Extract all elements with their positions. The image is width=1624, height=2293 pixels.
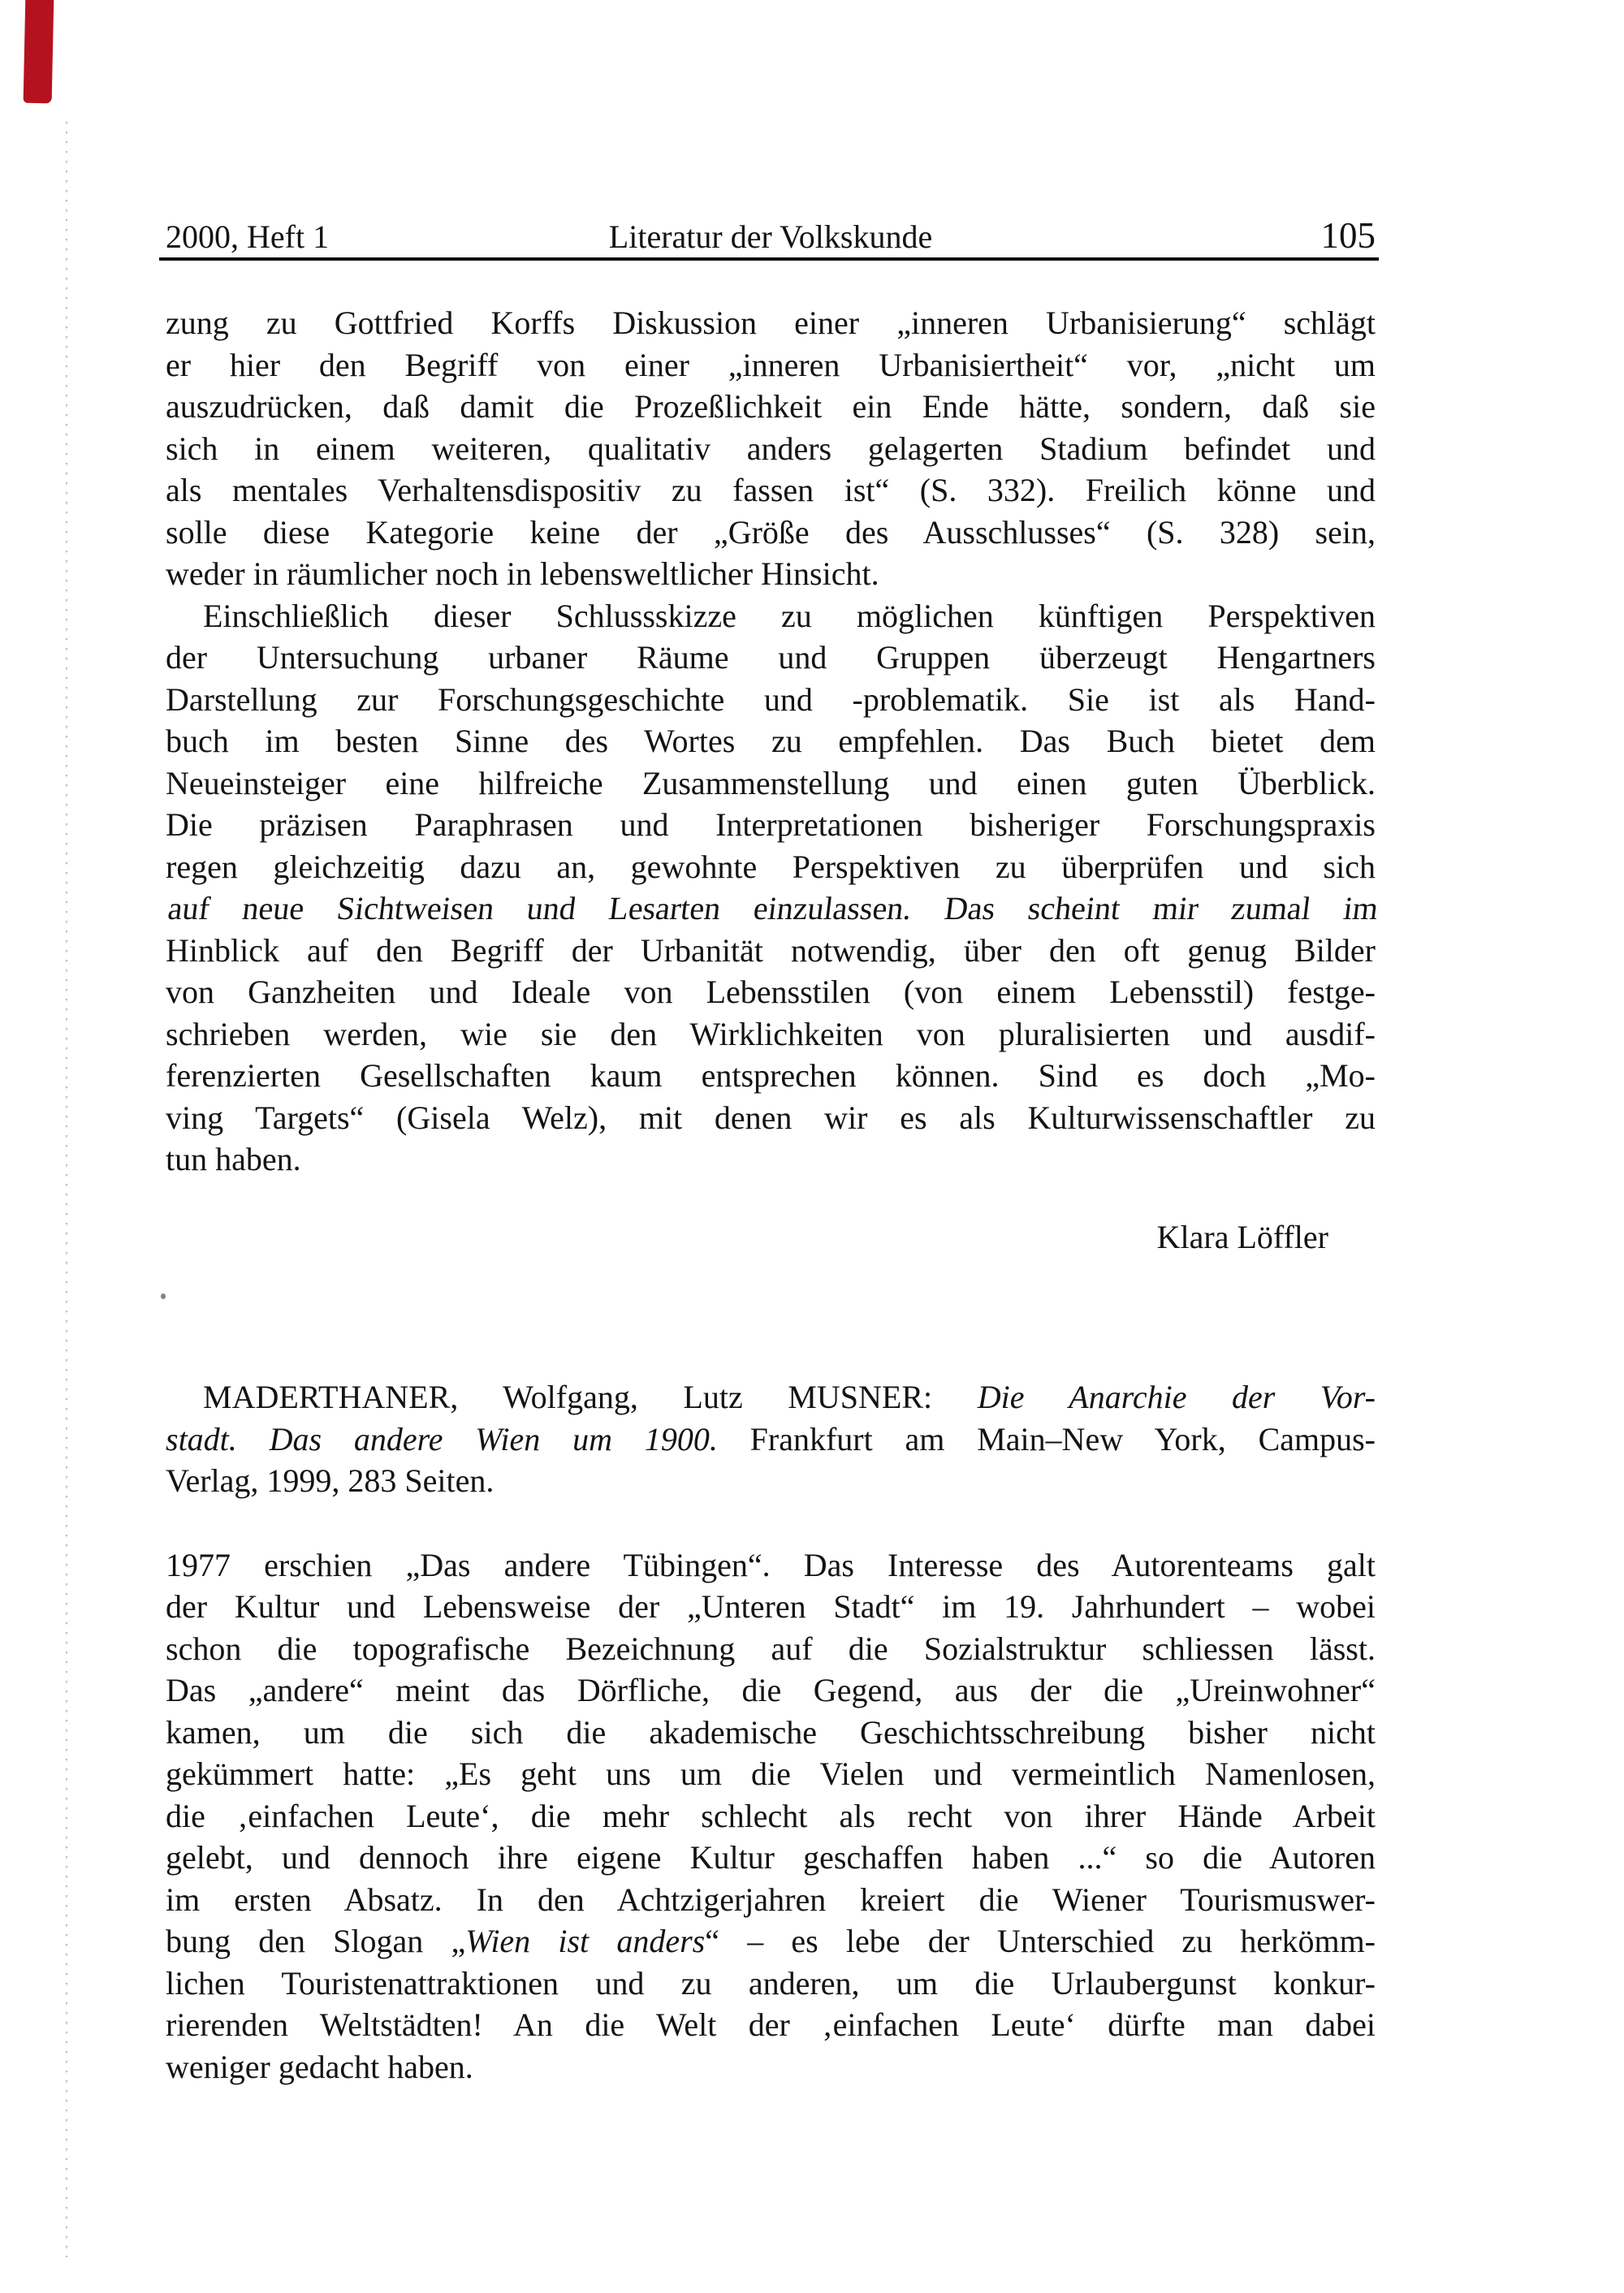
text-segment: zung zu Gottfried Korffs Diskussion einer „inneren Urbanisierung“ schlägt [166,304,1376,341]
text-line [166,1097,1376,1139]
section-title: Literatur der Volkskunde [608,218,933,255]
text-line [166,1795,1376,1837]
text-line [166,1963,1376,2005]
text-line [166,512,1376,554]
running-head [166,215,1376,256]
text-line [166,302,1376,344]
text-line [166,804,1376,846]
text-line [166,428,1376,470]
text-segment: Hinblick auf den Begriff der Urbanität notwendig, über den oft genug Bilder [166,931,1376,969]
header-rule [159,257,1379,261]
text-line [166,2004,1376,2046]
text-line [166,386,1376,428]
text-line [166,344,1376,386]
text-segment: Verlag, 1999, 283 Seiten. [166,1462,495,1499]
text-segment: er hier den Begriff von einer „inneren Urbanisiertheit“ vor, „nicht um [166,346,1376,383]
text-segment: schon die topografische Bezeichnung auf die Sozialstruktur schliessen lässt. [166,1630,1376,1667]
text-line [166,1920,1376,1963]
text-segment: lichen Touristenattraktionen und zu anderen, um die Urlaubergunst konkur- [166,1964,1376,2002]
text-line [166,762,1376,805]
paragraph [166,302,1376,595]
text-line [166,1138,1376,1181]
text-segment: ferenzierten Gesellschaften kaum entsprechen können. Sind es doch „Mo- [166,1057,1376,1094]
text-segment: auf neue Sichtweisen und Lesarten einzulassen. Das scheint mir zumal im [166,890,1380,926]
text-line [166,637,1376,679]
text-line [166,930,1376,972]
left-margin-perforation-dots [66,122,67,2257]
text-line [166,1837,1376,1879]
text-segment: Frankfurt am Main–New York, Campus- [717,1420,1376,1457]
text-line [166,469,1376,512]
red-scan-mark [24,0,54,103]
text-segment: Darstellung zur Forschungsgeschichte und -problematik. Sie ist als Hand- [166,680,1376,718]
text-line [166,679,1376,721]
text-segment: als mentales Verhaltensdispositiv zu fassen ist“ (S. 332). Freilich könne und [166,472,1376,508]
text-line [166,971,1376,1013]
reviewer-signature: Klara Löffler [1156,1218,1328,1255]
text-segment: ving Targets“ (Gisela Welz), mit denen wir es als Kulturwissenschaftler zu [166,1099,1376,1136]
text-segment: gelebt, und dennoch ihre eigene Kultur geschaffen haben ...“ so die Autoren [166,1839,1376,1876]
text-line [166,595,1376,637]
text-segment: Einschließlich dieser Schlussskizze zu möglichen künftigen Perspektiven [203,597,1376,634]
text-segment: schrieben werden, wie sie den Wirklichkeiten von pluralisierten und ausdif- [166,1015,1376,1052]
text-line [166,1669,1376,1712]
text-segment: im ersten Absatz. In den Achtzigerjahren kreiert die Wiener Tourismuswer- [166,1881,1376,1918]
text-segment: solle diese Kategorie keine der „Größe des Ausschlusses“ (S. 328) sein, [166,513,1376,551]
text-line [166,1586,1376,1628]
text-segment: tun haben. [166,1141,301,1177]
text-line [166,887,1380,930]
text-segment: sich in einem weiteren, qualitativ anders gelagerten Stadium befindet und [166,430,1376,467]
text-segment: Das „andere“ meint das Dörfliche, die Gegend, aus der die „Ureinwohner“ [166,1672,1376,1708]
italic-text-segment: stadt. Das andere Wien um 1900. [166,1420,718,1457]
text-segment: von Ganzheiten und Ideale von Lebensstilen (von einem Lebensstil) festge- [166,974,1376,1010]
text-line [166,1544,1376,1587]
text-line [166,1013,1376,1056]
text-segment: regen gleichzeitig dazu an, gewohnte Perspektiven zu überprüfen und sich [166,848,1376,885]
text-segment: auszudrücken, daß damit die Prozeßlichkeit ein Ende hätte, sondern, daß sie [166,388,1376,425]
text-line [166,846,1376,888]
text-line [166,1712,1376,1754]
text-line [166,720,1376,762]
text-segment: 1977 erschien „Das andere Tübingen“. Das Interesse des Autorenteams galt [166,1546,1376,1583]
text-line [166,1753,1376,1795]
text-blocks [166,302,1380,2088]
text-line [166,1419,1376,1461]
italic-text-segment: Wien ist anders [465,1923,706,1959]
text-segment: die ‚einfachen Leute‘, die mehr schlecht als recht von ihrer Hände Arbeit [166,1797,1376,1834]
text-segment: gekümmert hatte: „Es geht uns um die Vielen und vermeintlich Namenlosen, [166,1755,1376,1792]
italic-text-segment: Die Anarchie der Vor- [977,1379,1376,1415]
text-line [166,1055,1376,1097]
text-line [166,1628,1376,1670]
page-number: 105 [1320,215,1376,256]
text-segment: buch im besten Sinne des Wortes zu empfehlen. Das Buch bietet dem [166,723,1376,759]
issue-label: 2000, Heft 1 [166,218,330,255]
text-segment: Neueinsteiger eine hilfreiche Zusammenstellung und einen guten Überblick. [166,764,1376,801]
text-line [166,1460,1376,1502]
text-line [166,2046,1376,2088]
paragraph [166,595,1380,1181]
text-segment: kamen, um die sich die akademische Geschichtsschreibung bisher nicht [166,1713,1376,1751]
text-segment: bung den Slogan „ [166,1923,466,1959]
paragraph [166,1544,1376,2088]
text-segment: der Kultur und Lebensweise der „Unteren Stadt“ im 19. Jahrhundert – wobei [166,1588,1376,1625]
text-segment: weder in räumlicher noch in lebensweltlicher Hinsicht. [166,555,879,592]
text-segment: der Untersuchung urbaner Räume und Gruppen überzeugt Hengartners [166,639,1376,676]
text-segment: “ – es lebe der Unterschied zu herkömm- [705,1923,1376,1959]
text-segment: weniger gedacht haben. [166,2048,473,2085]
text-line [166,1376,1376,1419]
text-segment: MADERTHANER, Wolfgang, Lutz MUSNER: [203,1379,978,1415]
paragraph [166,1376,1376,1502]
text-line [166,1879,1376,1921]
text-line [166,553,1376,595]
text-segment: rierenden Weltstädten! An die Welt der ‚einfachen Leute‘ dürfte man dabei [166,2006,1376,2043]
text-segment: Die präzisen Paraphrasen und Interpretationen bisheriger Forschungspraxis [166,806,1376,843]
